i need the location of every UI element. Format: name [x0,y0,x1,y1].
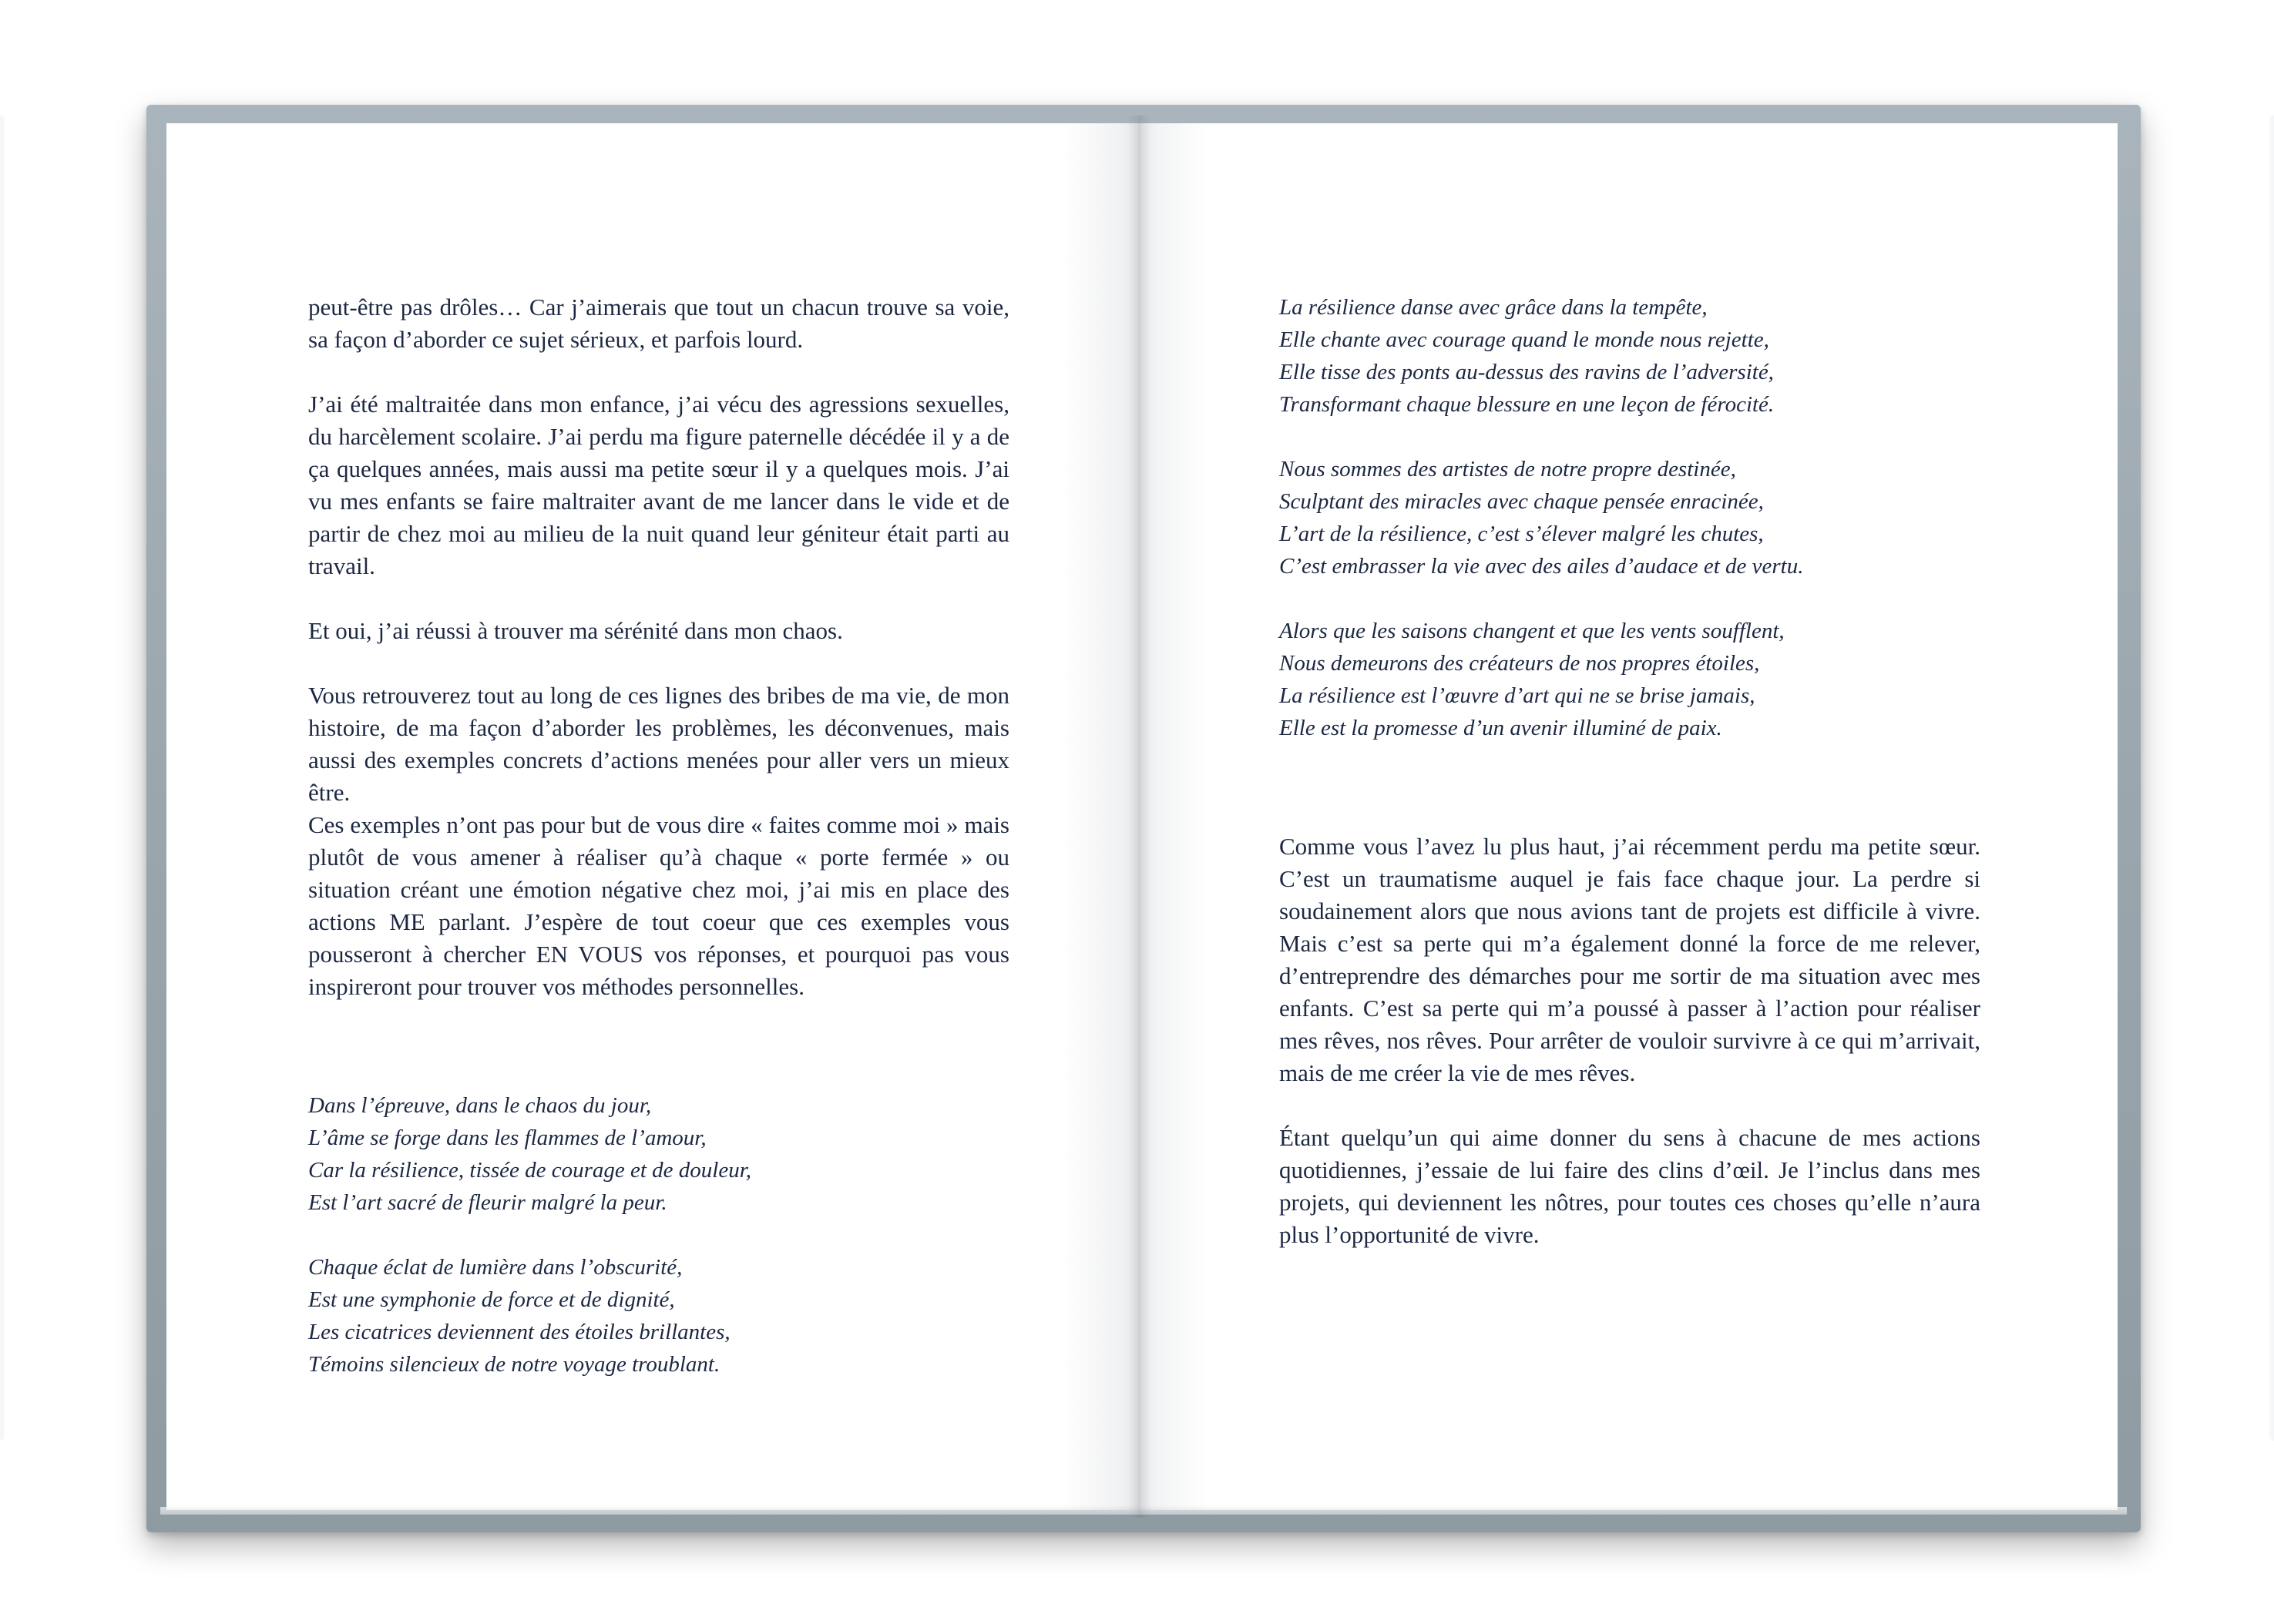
poem-line: Est une symphonie de force et de dignité, [308,1287,675,1312]
poem-line: C’est embrasser la vie avec des ailes d’audace et de vertu. [1279,554,1804,579]
poem-line: Transformant chaque blessure en une leçon de férocité. [1279,392,1775,417]
left-text-column [308,291,1009,1381]
poem-stanza [1279,615,1980,744]
book-gutter-shadow [1128,116,1151,1518]
poem-line: Nous sommes des artistes de notre propre destinée, [1279,457,1736,481]
paragraph: J’ai été maltraitée dans mon enfance, j’ai vécu des agressions sexuelles, du harcèlement scolaire. J’ai perdu ma figure paternelle décédée il y a de ça quelques années, mais aussi ma petite sœur il y a quelques mois. J’ai vu mes enfants se faire maltraiter avant de me lancer dans le vide et de partir de chez moi au milieu de la nuit quand leur géniteur était parti au travail. [308,391,1009,579]
poem-line: Nous demeurons des créateurs de nos propres étoiles, [1279,651,1760,676]
poem-line: Chaque éclat de lumière dans l’obscurité, [308,1255,683,1280]
poem-line: Témoins silencieux de notre voyage troublant. [308,1352,720,1377]
poem-stanza [1279,291,1980,421]
poem-stanza [308,1251,1009,1381]
paragraph: peut-être pas drôles… Car j’aimerais que tout un chacun trouve sa voie, sa façon d’aborder ce sujet sérieux, et parfois lourd. [308,294,1009,353]
poem-line: Alors que les saisons changent et que les vents soufflent, [1279,619,1785,643]
poem-line: Les cicatrices deviennent des étoiles brillantes, [308,1320,731,1344]
background-book-right [2269,116,2274,1441]
poem-line: Sculptant des miracles avec chaque pensée enracinée, [1279,489,1764,514]
background-book-left [0,116,5,1441]
left-page [166,123,1139,1510]
poem-line: La résilience danse avec grâce dans la tempête, [1279,295,1708,320]
poem-stanza [1279,453,1980,582]
poem-line: L’âme se forge dans les flammes de l’amour, [308,1126,707,1150]
poem-line: La résilience est l’œuvre d’art qui ne se brise jamais, [1279,683,1755,708]
poem-line: Car la résilience, tissée de courage et de douleur, [308,1158,752,1183]
poem-line: Est l’art sacré de fleurir malgré la peur. [308,1190,667,1215]
poem-line: Elle est la promesse d’un avenir illuminé de paix. [1279,716,1722,740]
paragraph: Et oui, j’ai réussi à trouver ma sérénité dans mon chaos. [308,617,843,644]
poem-line: Elle chante avec courage quand le monde nous rejette, [1279,327,1769,352]
paragraph: Étant quelqu’un qui aime donner du sens à chacune de mes actions quotidiennes, j’essaie de lui faire des clins d’œil. Je l’inclus dans mes projets, qui deviennent les nôtres, pour toutes ces choses qu’elle n’aura plus l’opportunité de vivre. [1279,1124,1980,1248]
paragraph: Vous retrouverez tout au long de ces lignes des bribes de ma vie, de mon histoire, de ma façon d’aborder les problèmes, les déconvenues, mais aussi des exemples concrets d’actions menées pour aller vers un mieux être. [308,682,1009,806]
poem-stanza [308,1089,1009,1219]
paragraph: Ces exemples n’ont pas pour but de vous dire « faites comme moi » mais plutôt de vous amener à réaliser qu’à chaque « porte fermée » ou situation créant une émotion négative chez moi, j’ai mis en place des actions ME parlant. J’espère de tout coeur que ces exemples vous pousseront à chercher EN VOUS vos réponses, et pourquoi pas vous inspireront pour trouver vos méthodes personnelles. [308,811,1009,1000]
poem-line: L’art de la résilience, c’est s’élever malgré les chutes, [1279,522,1764,546]
poem-line: Dans l’épreuve, dans le chaos du jour, [308,1093,652,1118]
paragraph: Comme vous l’avez lu plus haut, j’ai récemment perdu ma petite sœur. C’est un traumatisme auquel je fais face chaque jour. La perdre si soudainement alors que nous avions tant de projets est difficile à vivre. Mais c’est sa perte qui m’a également donné la force de me relever, d’entreprendre des démarches pour me sortir de ma situation avec mes enfants. C’est sa perte qui m’a poussé à passer à l’action pour réaliser mes rêves, nos rêves. Pour arrêter de vouloir survivre à ce qui m’arrivait, mais de me créer la vie de mes rêves. [1279,833,1980,1086]
poem-line: Elle tisse des ponts au-dessus des ravins de l’adversité, [1279,360,1774,384]
right-page [1139,123,2118,1510]
right-text-column [1279,291,1980,1251]
